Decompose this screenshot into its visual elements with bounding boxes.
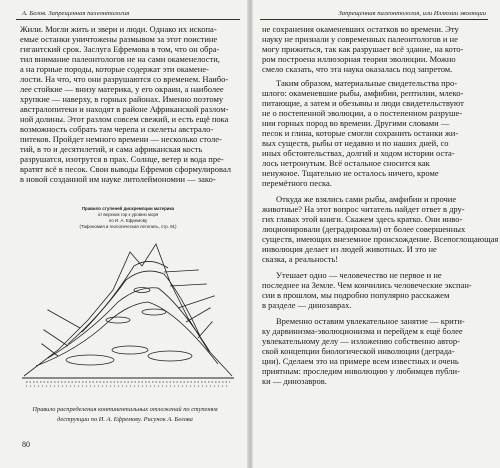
left-line: вратят всё в песок. Свои выводы Ефремов сформулировал: [20, 164, 232, 174]
left-running-head: А. Белов. Запрещенная палеонтология: [22, 10, 130, 17]
right-line: ции). Сделаем это на примере всем известных и очень: [262, 356, 459, 366]
right-line: песок и глина, которые смогли сохранить останки жи-: [262, 128, 459, 138]
right-line: Временно оставим увлекательное занятие — крити-: [276, 316, 465, 326]
figure-subtitle: по И. А. Ефремову: [108, 218, 148, 223]
right-line: ки — динозавров.: [262, 376, 327, 386]
right-line: не сохранения окаменевших остатков во времени. Эту: [262, 24, 459, 34]
right-line: последнее на Земле. Чем кончились человеческие экспан-: [262, 280, 472, 290]
right-line: Откуда же взялись сами рыбы, амфибии и прочие: [276, 194, 457, 204]
right-line: животные? На этот вопрос читатель найдет ответ в дру-: [262, 204, 465, 214]
left-line: тил внимание палеонтологов не на сами окаменелости,: [20, 54, 220, 64]
right-page: [254, 0, 500, 468]
right-line: питающие, а затем и обезьяны и люди свидетельствуют: [262, 98, 464, 108]
right-line: гих главах этой книги. Скажем здесь кратко. Они инво-: [262, 214, 463, 224]
left-line: хрупкие — наверху, в горных районах. Именно поэтому: [20, 94, 224, 104]
right-line: ненужное. Тщательно не осталось ничего, кроме: [262, 168, 439, 178]
figure-subtitle: от верхних гор к уровню моря: [97, 212, 159, 217]
right-line: иных обстоятельствах, долгий и ходом истории оста-: [262, 148, 455, 158]
left-line: гигантский срок. Заслуга Ефремова в том, что он обра-: [20, 44, 220, 54]
figure-caption: деструкции по И. А. Ефремову. Рисунок А. Белова: [57, 416, 193, 423]
right-line: существ, имеющих внеземное происхождение. Всепоглощающая: [262, 234, 499, 244]
left-line: лости. На что, что они разрушаются со временем. Наибо-: [20, 74, 229, 84]
right-line: шлого: окаменевшие рыбы, амфибии, рептилии, млеко-: [262, 88, 464, 98]
right-line: могу прижиться, так как разрушает всё здание, на кото-: [262, 44, 464, 54]
left-header-rule: [16, 19, 240, 20]
page-number: 80: [22, 440, 30, 449]
right-line: ской концепции биологической инволюции (деграда-: [262, 346, 455, 356]
right-line: Таким образом, материальные свидетельства про-: [276, 78, 458, 88]
right-line: науку не признали у современных палеонтологов и не: [262, 34, 458, 44]
right-line: лось нетронутым. Всё остальное сносится как: [262, 158, 430, 168]
left-line: Жили. Могли жить и звери и люди. Однако их ископа-: [20, 24, 217, 34]
right-line: инволюция делает из людей животных. И это не: [262, 244, 437, 254]
right-line: сии в прошлом, мы подробно популярно расскажем: [262, 290, 450, 300]
right-line: люционировали (деградировали) от более совершенных: [262, 224, 466, 234]
right-line: Утешает одно — человечество не первое и не: [276, 270, 442, 280]
left-line: емые останки уничтожены размывом за этот поистине: [20, 34, 218, 44]
right-line: ку дарвинизма-эволюционизма и перейдем к ещё более: [262, 326, 463, 336]
right-line: увлекательному делу — изложению собственно автор-: [262, 336, 460, 346]
figure-caption: Правило распределения континентальных отложений по ступеням: [32, 406, 218, 413]
left-line: в новой созданной им науке литолеймономии — зако-: [20, 174, 216, 184]
left-line: возможность собрать там черепа и скелеты австрало-: [20, 124, 214, 134]
left-line: разрушатся, изотрутся в прах. Солнце, ветер и вода пре-: [20, 154, 224, 164]
left-line: тий, в то и десятилетий, и сама африканская кость: [20, 144, 203, 154]
strata-figure: [18, 200, 238, 400]
right-line: смело сказать, что эта наука оказалась под запретом.: [262, 64, 453, 74]
right-line: вых существ, рыбы от недавно и по наших дней, со: [262, 138, 449, 148]
right-line: не о постепенной эволюции, а о постепенном разруше-: [262, 108, 463, 118]
right-line: сказка, а реальность!: [262, 254, 339, 264]
left-line: австралопитеки и находят в районе Африканской разлом-: [20, 104, 229, 114]
right-header-rule: [260, 19, 488, 20]
left-line: ной долины. Этот разлом совсем свежий, и есть ещё пока: [20, 114, 229, 124]
right-line: приятным: проследим инволюцию у любимцев публи-: [262, 366, 460, 376]
right-line: в разделе — динозаврах.: [262, 300, 352, 310]
figure-source: (Тафономия и геологическая летопись, стр. 91): [79, 224, 177, 229]
left-page: [0, 0, 246, 468]
mountain-cross-section-drawing: [18, 200, 238, 400]
book-gutter: [247, 0, 253, 468]
left-line: питеков. Пройдет немного времени — несколько столе-: [20, 134, 222, 144]
figure-title: Правило ступеней дискремпции материка: [81, 206, 175, 211]
left-line: а на горные породы, которые содержат эти окамене-: [20, 64, 209, 74]
right-line: перемётного песка.: [262, 178, 332, 188]
right-running-head: Запрещенная палеонтология, или Иллюзии эволюции: [338, 10, 486, 17]
right-line: ром построена иллюзорная теория эволюции. Можно: [262, 54, 456, 64]
left-line: лее стойкие — внизу материка, у его окраин, а наиболее: [20, 84, 224, 94]
right-line: нии горных пород во времени. Другими словами —: [262, 118, 450, 128]
